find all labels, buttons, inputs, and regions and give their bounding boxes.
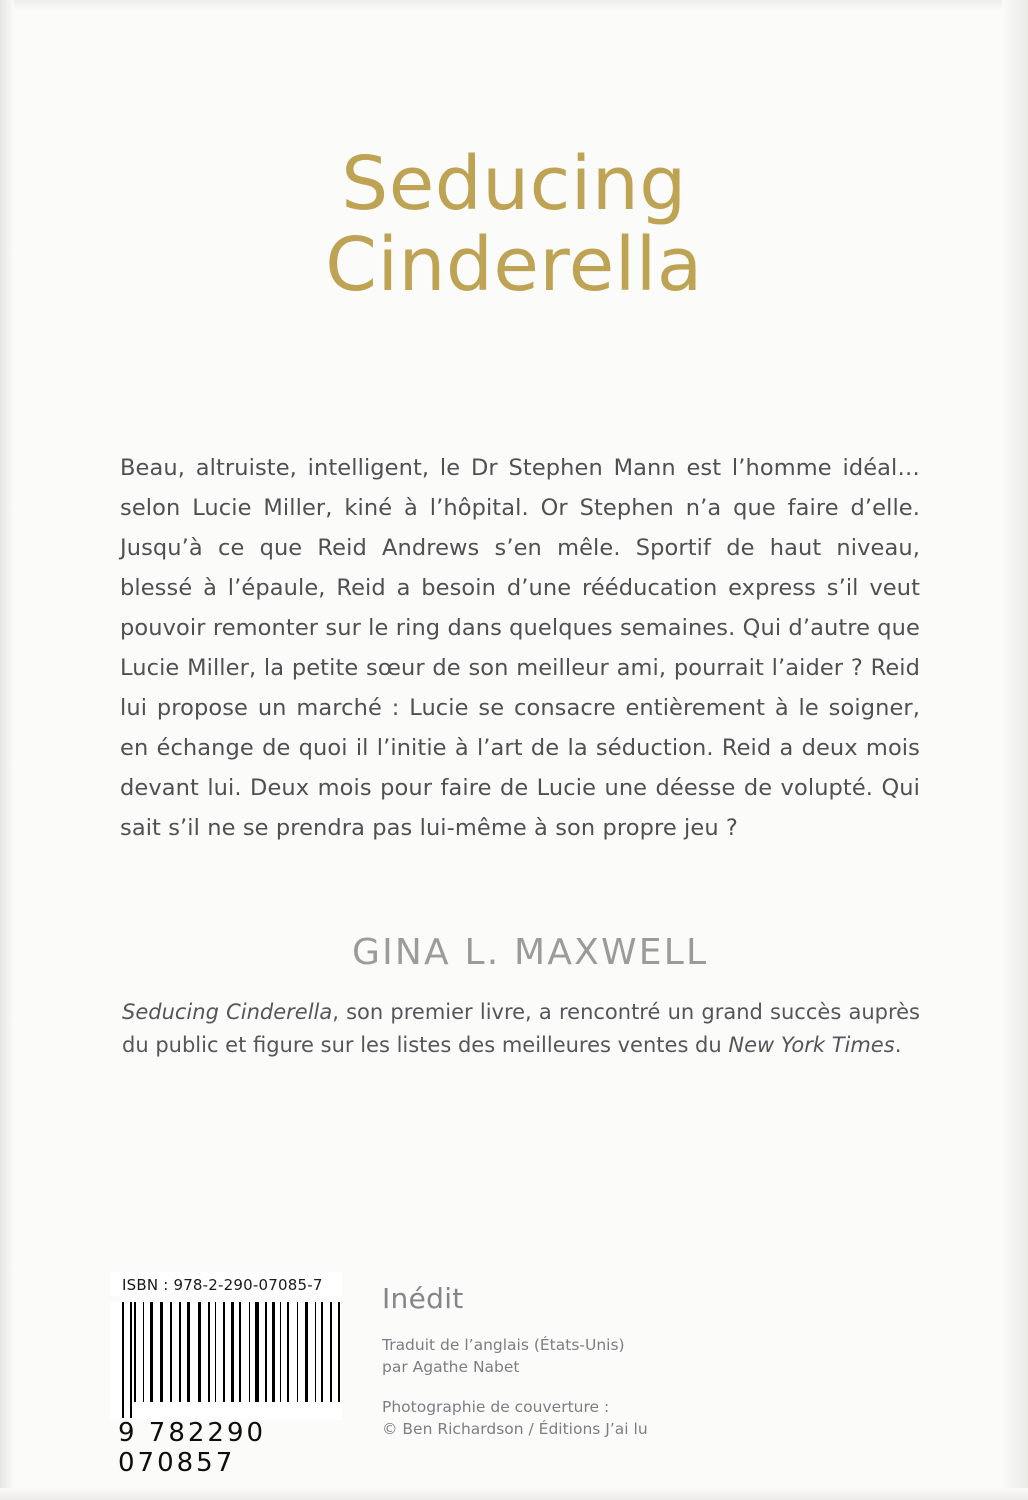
author-name: GINA L. MAXWELL	[352, 932, 709, 973]
photo-line-2: © Ben Richardson / Éditions J’ai lu	[382, 1420, 648, 1438]
page-edge-bottom-shading	[0, 1488, 1028, 1500]
author-note-newspaper: New York Times	[728, 1033, 895, 1057]
title-line-1: Seducing	[341, 141, 687, 227]
photo-credit	[382, 1396, 648, 1440]
author-note-book-title: Seducing Cinderella	[122, 1000, 333, 1024]
translation-line-1: Traduit de l’anglais (États-Unis)	[382, 1336, 625, 1354]
isbn-label: ISBN : 978-2-290-07085-7	[122, 1276, 323, 1294]
translation-line-2: par Agathe Nabet	[382, 1358, 520, 1376]
book-title	[0, 141, 1028, 309]
back-cover-blurb: Beau, altruiste, intelligent, le Dr Stephen Mann est l’homme idéal… selon Lucie Miller, kiné à l’hôpital. Or Stephen n’a que faire d’elle. Jusqu’à ce que Reid Andrews s’en mêle. Sportif de haut niveau, blessé à l’épaule, Reid a besoin d’une rééducation express s’il veut pouvoir remonter sur le ring dans quelques semaines. Qui d’autre que Lucie Miller, la petite sœur de son meilleur ami, pourrait l’aider ? Reid lui propose un marché : Lucie se consacre entièrement à le soigner, en échange de quoi il l’initie à l’art de la séduction. Reid a deux mois devant lui. Deux mois pour faire de Lucie une déesse de volupté. Qui sait s’il ne se prendra pas lui-même à son propre jeu ?	[120, 455, 920, 841]
author-note-body: , son premier livre, a rencontré un grand succès auprès du public et figure sur les listes des meilleures ventes du	[122, 1000, 920, 1057]
author-note	[122, 996, 920, 1062]
author-note-period: .	[894, 1033, 902, 1057]
title-line-2: Cinderella	[325, 222, 703, 309]
barcode-bars	[110, 1302, 342, 1420]
barcode	[110, 1302, 342, 1420]
page-edge-top-shading	[0, 0, 1028, 10]
imprint-label: Inédit	[382, 1282, 464, 1315]
barcode-digits: 9 782290 070857	[118, 1418, 267, 1478]
isbn-box	[110, 1272, 342, 1296]
photo-line-1: Photographie de couverture :	[382, 1398, 610, 1416]
cover-credits	[382, 1334, 648, 1440]
translation-credit	[382, 1334, 648, 1378]
